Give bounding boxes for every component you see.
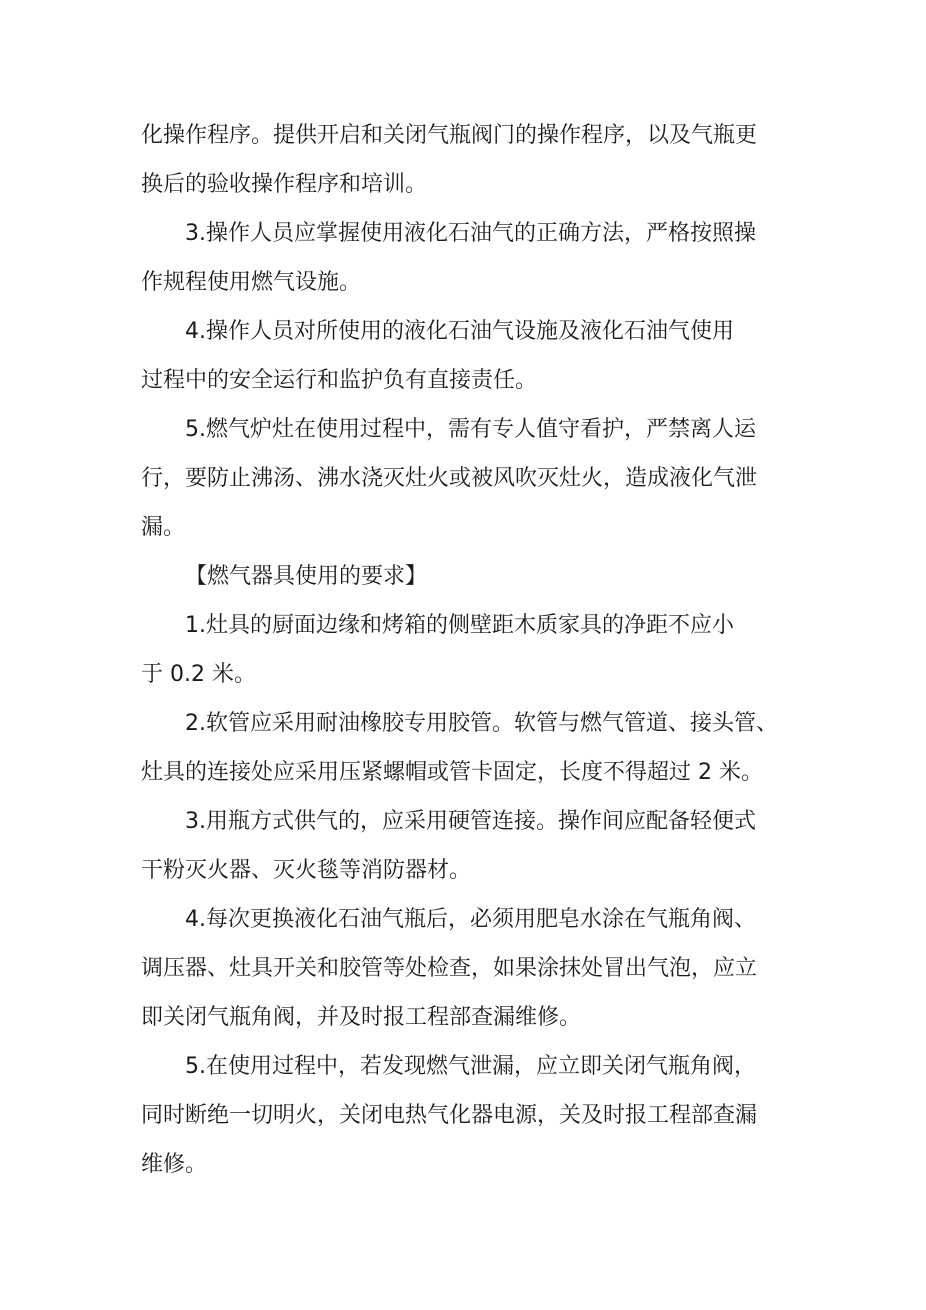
text-line: 灶具的连接处应采用压紧螺帽或管卡固定，长度不得超过 2 米。 xyxy=(141,760,763,785)
text-line: 3.操作人员应掌握使用液化石油气的正确方法，严格按照操 xyxy=(185,221,756,246)
text-line: 4.每次更换液化石油气瓶后，必须用肥皂水涂在气瓶角阀、 xyxy=(185,907,756,932)
text-line: 调压器、灶具开关和胶管等处检查，如果涂抹处冒出气泡，应立 xyxy=(141,956,758,981)
text-line: 行，要防止沸汤、沸水浇灭灶火或被风吹灭灶火，造成液化气泄 xyxy=(141,466,758,491)
text-line: 于 0.2 米。 xyxy=(141,662,256,687)
text-line: 1.灶具的厨面边缘和烤箱的侧壁距木质家具的净距不应小 xyxy=(185,613,734,638)
text-line: 即关闭气瓶角阀，并及时报工程部查漏维修。 xyxy=(141,1005,582,1030)
text-line: 化操作程序。提供开启和关闭气瓶阀门的操作程序，以及气瓶更 xyxy=(141,123,758,148)
text-line: 3.用瓶方式供气的，应采用硬管连接。操作间应配备轻便式 xyxy=(185,809,756,834)
text-line: 同时断绝一切明火，关闭电热气化器电源，关及时报工程部查漏 xyxy=(141,1103,758,1128)
text-line: 漏。 xyxy=(141,515,186,540)
text-line: 作规程使用燃气设施。 xyxy=(141,270,362,295)
text-line: 5.燃气炉灶在使用过程中，需有专人值守看护，严禁离人运 xyxy=(185,417,756,442)
text-line: 换后的验收操作程序和培训。 xyxy=(141,172,428,197)
text-line: 干粉灭火器、灭火毯等消防器材。 xyxy=(141,858,472,883)
text-line: 过程中的安全运行和监护负有直接责任。 xyxy=(141,368,538,393)
text-line: 2.软管应采用耐油橡胶专用胶管。软管与燃气管道、接头管、 xyxy=(185,711,778,736)
text-line: 5.在使用过程中，若发现燃气泄漏，应立即关闭气瓶角阀， xyxy=(185,1054,756,1079)
section-heading: 【燃气器具使用的要求】 xyxy=(185,564,428,589)
text-line: 维修。 xyxy=(141,1152,208,1177)
text-line: 4.操作人员对所使用的液化石油气设施及液化石油气使用 xyxy=(185,319,734,344)
